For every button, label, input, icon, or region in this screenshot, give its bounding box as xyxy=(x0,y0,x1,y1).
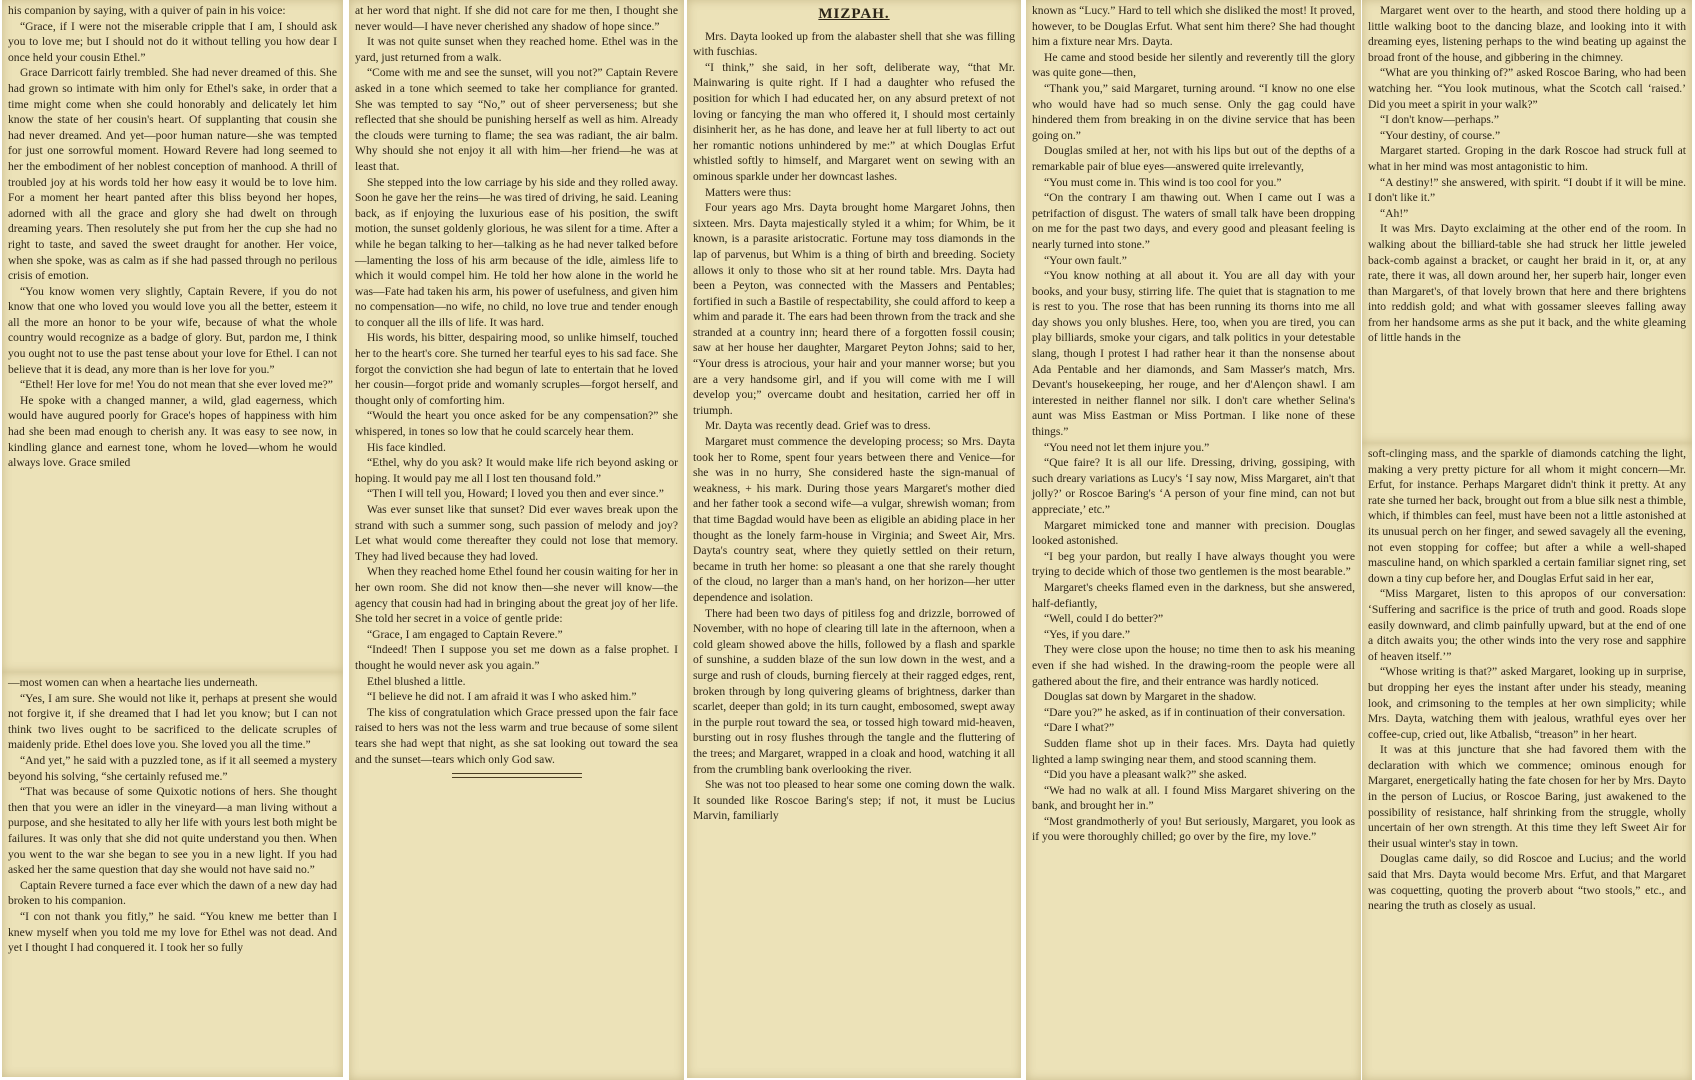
paragraph: Four years ago Mrs. Dayta brought home Margaret Johns, then sixteen. Mrs. Dayta majestically styled it a whim; for Whim, be it known, is a parasite aristocratic. Fortune may toss diamonds in the lap of parvenus, but Whim is a thing of birth and breeding. Society allows it only to those who sit at her round table. Mrs. Dayta had been a Peyton, was connected with the Massers and Pentables; fortified in such a Bastile of respectability, she could afford to keep a whim and parade it. The ears had been thrown from the track and she stranded at a country inn; heard there of a forgotten fossil cousin; saw at her house her daughter, Margaret Peyton Johns; said to her, “Your dress is atrocious, your hair and your manner worse; but you are a very handsome girl, and if you will come with me I will develop you;” overcame doubt and hesitation, carried her off in triumph. xyxy=(693,201,1015,417)
paragraph: “You need not let them injure you.” xyxy=(1044,440,1210,454)
clipping-column-5-bottom xyxy=(1362,443,1692,1080)
paragraph: Margaret's cheeks flamed even in the darkness, but she answered, half-defiantly, xyxy=(1032,580,1355,610)
paragraph: “Grace, I am engaged to Captain Revere.” xyxy=(367,627,563,641)
clipping-column-4 xyxy=(1026,0,1361,1080)
paragraph: “Indeed! Then I suppose you set me down as a false prophet. I thought he would never ask you again.” xyxy=(355,643,678,672)
paragraph: Margaret mimicked tone and manner with precision. Douglas looked astonished. xyxy=(1032,518,1355,548)
paragraph: Was ever sunset like that sunset? Did ever waves break upon the strand with such a summer song, such passion of melody and joy? Let what would come thereafter they could not lose that memory. They had lived because they had loved. xyxy=(355,503,678,563)
clipping-column-1-bottom xyxy=(2,672,343,1077)
paragraph: “Well, could I do better?” xyxy=(1044,612,1164,626)
paragraph: Margaret must commence the developing process; so Mrs. Dayta took her to Rome, spent four years between there and Venice—for she was in no hurry, She considered haste the sign-manual of weakness, + his mark. During those years Margaret's mother died and her father took a second wife—a vulgar, shrewish woman; from that time Bagdad would have been as eligible an abiding place in her thought as the lonely farm-house in Virginia; and Sweet Air, Mrs. Dayta's country seat, where they quietly settled on their return, became in truth her home: so pleasant a one that she rarely thought of the cloud, no larger than a man's hand, on her horizon—her utter dependence and isolation. xyxy=(693,435,1015,604)
paragraph: “Yes, if you dare.” xyxy=(1044,627,1131,641)
paragraph: He came and stood beside her silently and reverently till the glory was quite gone—then, xyxy=(1032,50,1355,80)
paragraph: his companion by saying, with a quiver of pain in his voice: xyxy=(8,4,286,17)
paragraph: The kiss of congratulation which Grace pressed upon the fair face raised to hers was not the less warm and true because of some silent tears she had wept that night, as she sat looking out toward the sea and the sunset—tears which only God saw. xyxy=(355,705,678,766)
paragraph: “Thank you,” said Margaret, turning around. “I know no one else who would have had so much sense. Only the gag could have hindered them from breaking in on the divine service that has been going on.” xyxy=(1032,81,1355,142)
paragraph: —most women can when a heartache lies underneath. xyxy=(8,676,258,689)
paragraph: It was at this juncture that she had favored them with the declaration with which we commence; ominous enough for Margaret, energetically hating the fate chosen for her by Mrs. Dayto in the person of Lucius, or Roscoe Baring, just awakened to the possibility of resistance, half shrinking from the struggle, wholly uncertain of her own strength. At this time they left Sweet Air for their usual winter's stay in town. xyxy=(1368,743,1686,850)
paragraph: “Would the heart you once asked for be any compensation?” she whispered, in tones so low that he could scarcely hear them. xyxy=(355,409,678,439)
paragraph: known as “Lucy.” Hard to tell which she disliked the most! It proved, however, to be Douglas Erfut. What sent him there? She had thought him a fixture near Mrs. Dayta. xyxy=(1032,4,1355,49)
paragraph: When they reached home Ethel found her cousin waiting for her in her own room. She did not know then—she never will know—the agency that cousin had had in bringing about the great joy of her life. She told her secret in a voice of gentle pride: xyxy=(355,565,678,626)
paragraph: She was not too pleased to hear some one coming down the walk. It sounded like Roscoe Baring's step; if not, it must be Lucius Marvin, familiarly xyxy=(693,778,1015,823)
paragraph: Douglas came daily, so did Roscoe and Lucius; and the world said that Mrs. Dayta would become Mrs. Erfut, and that Margaret was coquetting, quoting the proverb about “two stools,” etc., and nearing the truth as closely as usual. xyxy=(1368,852,1686,913)
paragraph: Matters were thus: xyxy=(705,185,792,199)
clipping-column-2 xyxy=(349,0,684,1080)
column-3-body xyxy=(693,29,1015,824)
story-title: MIZPAH. xyxy=(818,6,890,22)
paragraph: “Que faire? It is all our life. Dressing, driving, gossiping, with such dreary variations as Lucy's ‘I say now, Miss Margaret, ain't that jolly?’ or Roscoe Baring's ‘A person of your fine mind, can not but appreciate,’ etc.” xyxy=(1032,456,1355,516)
paragraph: It was not quite sunset when they reached home. Ethel was in the yard, just returned from a walk. xyxy=(355,35,678,64)
paragraph: “I think,” she said, in her soft, deliberate way, “that Mr. Mainwaring is quite right. If I had a daughter who refused the position for which I had educated her, on any absurd pretext of not loving or fancying the man who offered it, I should most certainly disinherit her, as he has done, and leave her at full liberty to act out her romantic notions unhindered by me:” at which Douglas Erfut whistled softly to himself, and Margaret went on sewing with an ominous sparkle under her downcast lashes. xyxy=(693,60,1015,183)
paragraph: “Whose writing is that?” asked Margaret, looking up in surprise, but dropping her eyes the instant after under his steady, meaning look, and crimsoning to the temples at her own simplicity; while Mrs. Dayta, watching them with jealous, wrathful eyes over her coffee-cup, cried out, like Atbalisb, “treason” in her heart. xyxy=(1368,665,1686,741)
paragraph: Sudden flame shot up in their faces. Mrs. Dayta had quietly lighted a lamp swinging near them, and stood scanning them. xyxy=(1032,736,1355,766)
paragraph: “On the contrary I am thawing out. When I came out I was a petrifaction of disgust. The waters of small talk have been dropping on me for the past two days, and every good and pleasant feeling is nearly turned into stone.” xyxy=(1032,191,1355,251)
paragraph: They were close upon the house; no time then to ask his meaning even if she had wished. In the drawing-room the people were all gathered about the fire, and their entrance was hardly noticed. xyxy=(1032,643,1355,688)
paragraph: Mr. Dayta was recently dead. Grief was to dress. xyxy=(705,419,931,433)
paragraph: “I believe he did not. I am afraid it was I who asked him.” xyxy=(367,690,637,704)
paragraph: Douglas sat down by Margaret in the shadow. xyxy=(1044,690,1257,704)
paragraph: “Grace, if I were not the miserable cripple that I am, I should ask you to love me; but I should not do it without telling you how dear I once held your cousin Ethel.” xyxy=(8,19,337,64)
paragraph: “A destiny!” she answered, with spirit. “I doubt if it will be mine. I don't like it.” xyxy=(1368,175,1686,205)
paragraph: “Ethel! Her love for me! You do not mean that she ever loved me?” xyxy=(20,378,333,392)
paragraph: Captain Revere turned a face ever which the dawn of a new day had broken to his companion. xyxy=(8,878,337,908)
paragraph: soft-clinging mass, and the sparkle of diamonds catching the light, making a very pretty picture for all whom it might concern—Mr. Erfut, for instance. Perhaps Margaret didn't think it pretty. At any rate she turned her back, brought out from a blue silk nest a thimble, which, if thimbles can feel, must have been not a little astonished at its unusual perch on her finger, and sewed savagely all the evening, not even stopping for coffee; but after a while a well-shaped masculine hand, on which sparkled a certain familiar signet ring, set down a tiny cup before her, and Douglas Erfut said in her ear, xyxy=(1368,447,1686,585)
clipping-column-5-top xyxy=(1362,0,1692,443)
paragraph: “You must come in. This wind is too cool for you.” xyxy=(1044,175,1282,189)
paragraph: Margaret started. Groping in the dark Roscoe had struck full at what in her mind was most antagonistic to him. xyxy=(1368,144,1686,173)
paragraph: “Your destiny, of course.” xyxy=(1380,128,1501,142)
paragraph: “Then I will tell you, Howard; I loved you then and ever since.” xyxy=(367,487,664,501)
paragraph: Douglas smiled at her, not with his lips but out of the depths of a remarkable pair of blue eyes—answered quite irrelevantly, xyxy=(1032,144,1355,173)
paragraph: “What are you thinking of?” asked Roscoe Baring, who had been watching her. “You look mutinous, what the Scotch call ‘raised.’ Did you meet a spirit in your walk?” xyxy=(1368,66,1686,111)
paragraph: It was Mrs. Dayto exclaiming at the other end of the room. In walking about the billiard-table she had struck her little jeweled back-comb against a bracket, or caught her braid in it, or, at any rate, there it was, all down around her, her superb hair, longer even than Margaret's, of that lovely brown that here and there brightens into reddish gold; and what with gossamer sleeves falling away from her handsome arms as she put it back, and the white gleaming of little hands in the xyxy=(1368,222,1686,345)
paragraph: at her word that night. If she did not care for me then, I thought she never would—I have never cherished any shadow of hope since.” xyxy=(355,4,678,33)
paragraph: His words, his bitter, despairing mood, so unlike himself, touched her to the heart's core. She turned her tearful eyes to his sad face. She forgot the conviction she had begun of late to entertain that he loved her cousin—forgot pride and womanly scruples—forgot herself, and thought only of comforting him. xyxy=(355,331,678,407)
paragraph: “You know nothing at all about it. You are all day with your books, and your busy, stirring life. The quiet that is stagnation to me is rest to you. The rose that has been running its thorns into me all day shows you only blushes. Here, too, when you are tired, you can play billiards, smoke your cigars, and talk politics in your detestable slang, though I protest I had rather hear it than the nonsense about Ada Pentable and her diamonds, and Sam Masser's match, Mrs. Devant's housekeeping, her rouge, and her d'Alençon shawl. I am interested in neither flannel nor silk. I don't care whether Selina's aunt was Miss Eastman or Miss Portman. I like none of these things.” xyxy=(1032,269,1355,439)
paragraph: Mrs. Dayta looked up from the alabaster shell that she was filling with fuschias. xyxy=(693,29,1015,59)
paragraph: She stepped into the low carriage by his side and they rolled away. Soon he gave her the reins—he was tired of driving, he said. Leaning back, as if enjoying the luxurious ease of his position, the swift motion, the sunset goldenly glorious, he was silent for a time. After a while he began talking to her—talking as he had never talked before—lamenting the loss of his arm because of the idle, aimless life to which it would compel him. He told her how alone in the world he was—Fate had taken his arm, his power of usefulness, and given him no compensation—no wife, no child, no love true and tender enough to conquer all the ills of life. It was hard. xyxy=(355,175,678,329)
paragraph: “Miss Margaret, listen to this apropos of our conversation: ‘Suffering and sacrifice is the price of truth and good. Roads slope easily downward, and climb painfully upward, but at the end of one a ditch awaits you; the other winds into the very rose and sapphire of heaven itself.’” xyxy=(1368,587,1686,663)
column-2-body xyxy=(355,3,678,767)
paragraph: “We had no walk at all. I found Miss Margaret shivering on the bank, and brought her in.” xyxy=(1032,783,1355,813)
paragraph: “I beg your pardon, but really I have always thought you were trying to decide which of those two gentlemen is the most bearable.” xyxy=(1032,549,1355,579)
end-rule xyxy=(452,773,582,778)
paragraph: Grace Darricott fairly trembled. She had never dreamed of this. She had grown so intimate with him only for Ethel's sake, in order that a time might come when she could honorably and delicately let him know the state of her cousin's heart. Of supplanting that cousin she had never dreamed. And yet—poor human nature—she was tempted for just one sorrowful moment. Howard Revere had long seemed to her the embodiment of her noblest conception of manhood. A thrill of troubled joy at his words told her how easy it would be to love him. For a moment her heart panted after this bliss beyond her hopes, adorned with all the grace and glory she had dwelt on through dreaming years. Then resolutely she put from her the cup she had no right to taste, and saved the sweet draught for another. Her voice, when she spoke, was as calm as if she had passed through no perilous crisis of emotion. xyxy=(8,66,337,283)
paragraph: “And yet,” he said with a puzzled tone, as if it all seemed a mystery beyond his solving, “she certainly refused me.” xyxy=(8,753,337,783)
paragraph: He spoke with a changed manner, a wild, glad eagerness, which would have augured poorly for Grace's hopes of happiness with him had she been mad enough to cherish any. It was easy to see now, in kindling glance and earnest tone, whom he loved—whom he would always love. Grace smiled xyxy=(8,393,337,470)
paragraph: Ethel blushed a little. xyxy=(367,674,466,688)
clipping-column-3 xyxy=(687,0,1021,1078)
paragraph: “I con not thank you fitly,” he said. “You knew me better than I knew myself when you told me my love for Ethel was not dead. And yet I thought I had conquered it. I took her so fully xyxy=(8,909,337,955)
clipping-column-1-top xyxy=(2,0,343,672)
paragraph: His face kindled. xyxy=(367,440,446,454)
paragraph: “Dare I what?” xyxy=(1044,721,1115,735)
paragraph: Margaret went over to the hearth, and stood there holding up a little walking boot to the dancing blaze, and looking into it with dreaming eyes, listening perhaps to the wind beating up against the broad front of the house, and gibbering in the chimney. xyxy=(1368,4,1686,64)
paragraph: “Did you have a pleasant walk?” she asked. xyxy=(1044,768,1247,782)
paragraph: “Yes, I am sure. She would not like it, perhaps at present she would not forgive it, if she dreamed that I had let you know; but I can not think two lives ought to be sacrificed to the delicate scruples of maidenly pride. Ethel does love you. She loved you all the time.” xyxy=(8,691,337,752)
paragraph: “Come with me and see the sunset, will you not?” Captain Revere asked in a tone which seemed to take her compliance for granted. She was tempted to say “No,” out of sheer perverseness; but she reflected that she should be punishing herself as well as him. Already the clouds were turning to flame; the sea was radiant, the air balm. Why should she not enjoy it all with him—her friend—he was at least that. xyxy=(355,66,678,173)
paragraph: “Dare you?” he asked, as if in continuation of their conversation. xyxy=(1044,705,1346,719)
paragraph: “Most grandmotherly of you! But seriously, Margaret, you look as if you were thoroughly chilled; go over by the fire, my love.” xyxy=(1032,814,1355,844)
paragraph: “Ethel, why do you ask? It would make life rich beyond asking or hoping. It would pay me all I lost ten thousand fold.” xyxy=(355,456,678,485)
paragraph: “I don't know—perhaps.” xyxy=(1380,113,1499,127)
paragraph: There had been two days of pitiless fog and drizzle, borrowed of November, with no hope of clearing till late in the afternoon, when a cold gleam showed above the hills, followed by a flash and sparkle of sunshine, a sudden blaze of the sun low down in the west, and a surge and rush of clouds, burning fiercely at their ragged edges, rent, broken through by long quivering gleams of brightness, darker than scarlet, deeper than gold; in its turn caught, embosomed, swept away in the purple rout toward the sea, or tossed high toward mid-heaven, bursting out in rosy flushes through the tangle and the fluttering of the trees; and Margaret, wrapped in a cloak and hood, watching it all from the crumbling bank overlooking the river. xyxy=(693,606,1015,776)
paragraph: “Ah!” xyxy=(1380,206,1409,220)
paragraph: “Your own fault.” xyxy=(1044,253,1127,267)
paragraph: “You know women very slightly, Captain Revere, if you do not know that one who loved you would love you all the better, esteem it all the more an honor to be your wife, because of what the whole country would recognize as a badge of glory. But, pardon me, I think you ought not to use the past tense about your love for Ethel. I can not believe that it is dead, any more than is her love for you.” xyxy=(8,284,337,376)
paragraph: “That was because of some Quixotic notions of hers. She thought then that you were an idler in the vineyard—a man living without a purpose, and she hesitated to ally her life with yours lest both might be failures. It was only that she did not quite understand you then. When you went to the war she began to see you in a new light. If you had asked her the same question that day she would not have said no.” xyxy=(8,785,337,877)
